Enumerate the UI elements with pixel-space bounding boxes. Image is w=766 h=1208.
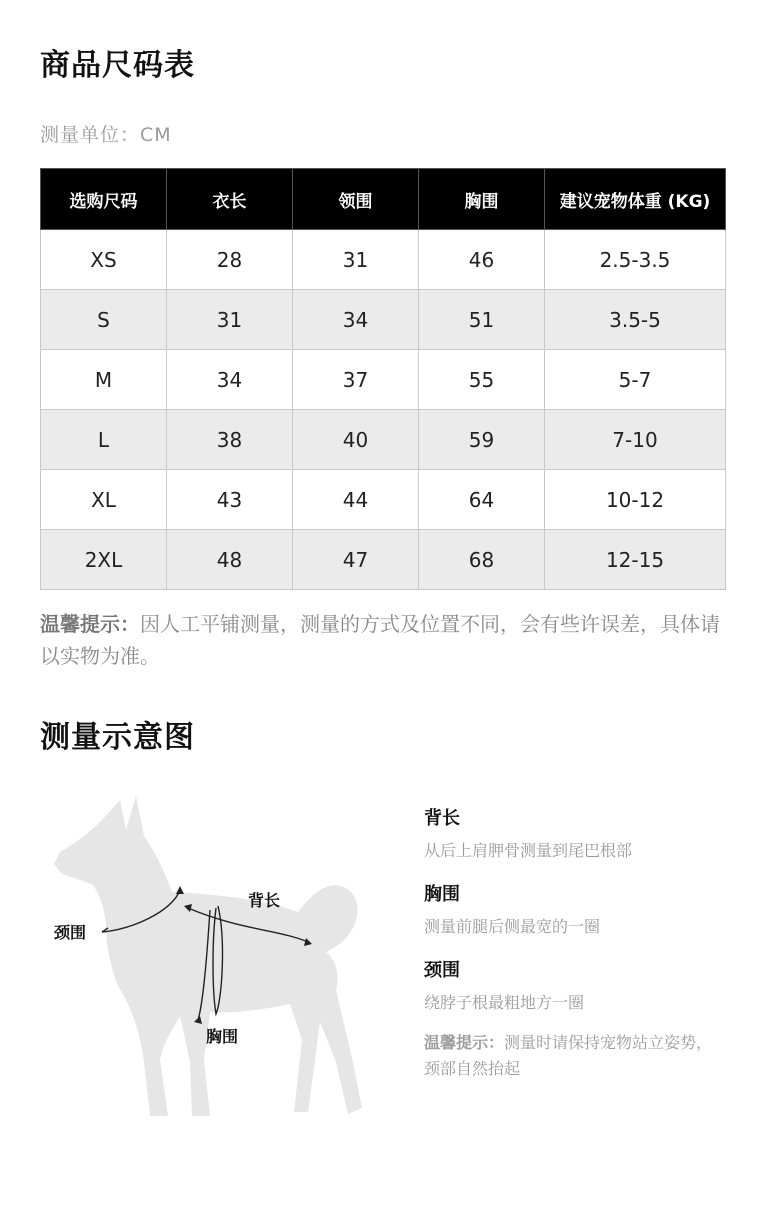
desc-heading: 背长 (424, 808, 460, 829)
tip-text: 因人工平铺测量，测量的方式及位置不同，会有些许误差，具体请以实物为准。 (40, 612, 720, 668)
diagram-tip (424, 1030, 724, 1082)
cell-chest: 46 (419, 230, 545, 290)
table-row (41, 350, 726, 410)
tip-label: 温馨提示： (40, 612, 140, 636)
warm-label: 温馨提示： (424, 1033, 505, 1052)
cell-neck: 34 (293, 290, 419, 350)
table-row (41, 530, 726, 590)
cell-size: S (41, 290, 167, 350)
desc-text: 绕脖子根最粗地方一圈 (424, 993, 585, 1012)
header-size: 选购尺码 (41, 169, 167, 230)
cell-chest: 59 (419, 410, 545, 470)
header-neck: 领围 (293, 169, 419, 230)
chest-label: 胸围 (206, 1027, 239, 1046)
cell-neck: 40 (293, 410, 419, 470)
cell-weight: 3.5-5 (545, 290, 726, 350)
cell-neck: 31 (293, 230, 419, 290)
neck-label: 颈围 (54, 923, 87, 942)
cell-size: L (41, 410, 167, 470)
cell-length: 28 (167, 230, 293, 290)
cell-weight: 12-15 (545, 530, 726, 590)
cell-size: XS (41, 230, 167, 290)
cell-size: 2XL (41, 530, 167, 590)
cell-chest: 55 (419, 350, 545, 410)
measure-unit: 测量单位：CM (40, 124, 172, 146)
desc-neck (424, 956, 584, 1013)
diagram-title: 测量示意图 (40, 720, 195, 755)
warm-text: 测量时请保持宠物站立姿势，颈部自然抬起 (424, 1033, 713, 1078)
size-tip (40, 608, 720, 672)
cell-neck: 44 (293, 470, 419, 530)
back-label: 背长 (248, 891, 281, 910)
cell-chest: 68 (419, 530, 545, 590)
header-chest: 胸围 (419, 169, 545, 230)
header-weight: 建议宠物体重 (KG) (545, 169, 726, 230)
cell-length: 48 (167, 530, 293, 590)
cell-length: 43 (167, 470, 293, 530)
desc-text: 测量前腿后侧最宽的一圈 (424, 917, 601, 936)
cell-weight: 5-7 (545, 350, 726, 410)
desc-chest (424, 880, 600, 937)
table-header-row (41, 169, 726, 230)
desc-heading: 颈围 (424, 960, 460, 981)
size-table (40, 168, 726, 590)
cell-weight: 10-12 (545, 470, 726, 530)
cell-neck: 47 (293, 530, 419, 590)
desc-heading: 胸围 (424, 884, 460, 905)
dog-measurement-diagram (40, 790, 380, 1130)
cell-chest: 64 (419, 470, 545, 530)
cell-chest: 51 (419, 290, 545, 350)
dog-silhouette-icon (54, 796, 362, 1116)
cell-length: 34 (167, 350, 293, 410)
table-row (41, 410, 726, 470)
table-row (41, 290, 726, 350)
cell-neck: 37 (293, 350, 419, 410)
size-chart-title: 商品尺码表 (40, 48, 195, 83)
cell-size: M (41, 350, 167, 410)
table-row (41, 470, 726, 530)
desc-back (424, 804, 632, 861)
cell-length: 38 (167, 410, 293, 470)
desc-text: 从后上肩胛骨测量到尾巴根部 (424, 841, 633, 860)
cell-weight: 2.5-3.5 (545, 230, 726, 290)
cell-length: 31 (167, 290, 293, 350)
cell-size: XL (41, 470, 167, 530)
cell-weight: 7-10 (545, 410, 726, 470)
header-length: 衣长 (167, 169, 293, 230)
neck-arrowhead-icon (176, 886, 184, 894)
table-row (41, 230, 726, 290)
